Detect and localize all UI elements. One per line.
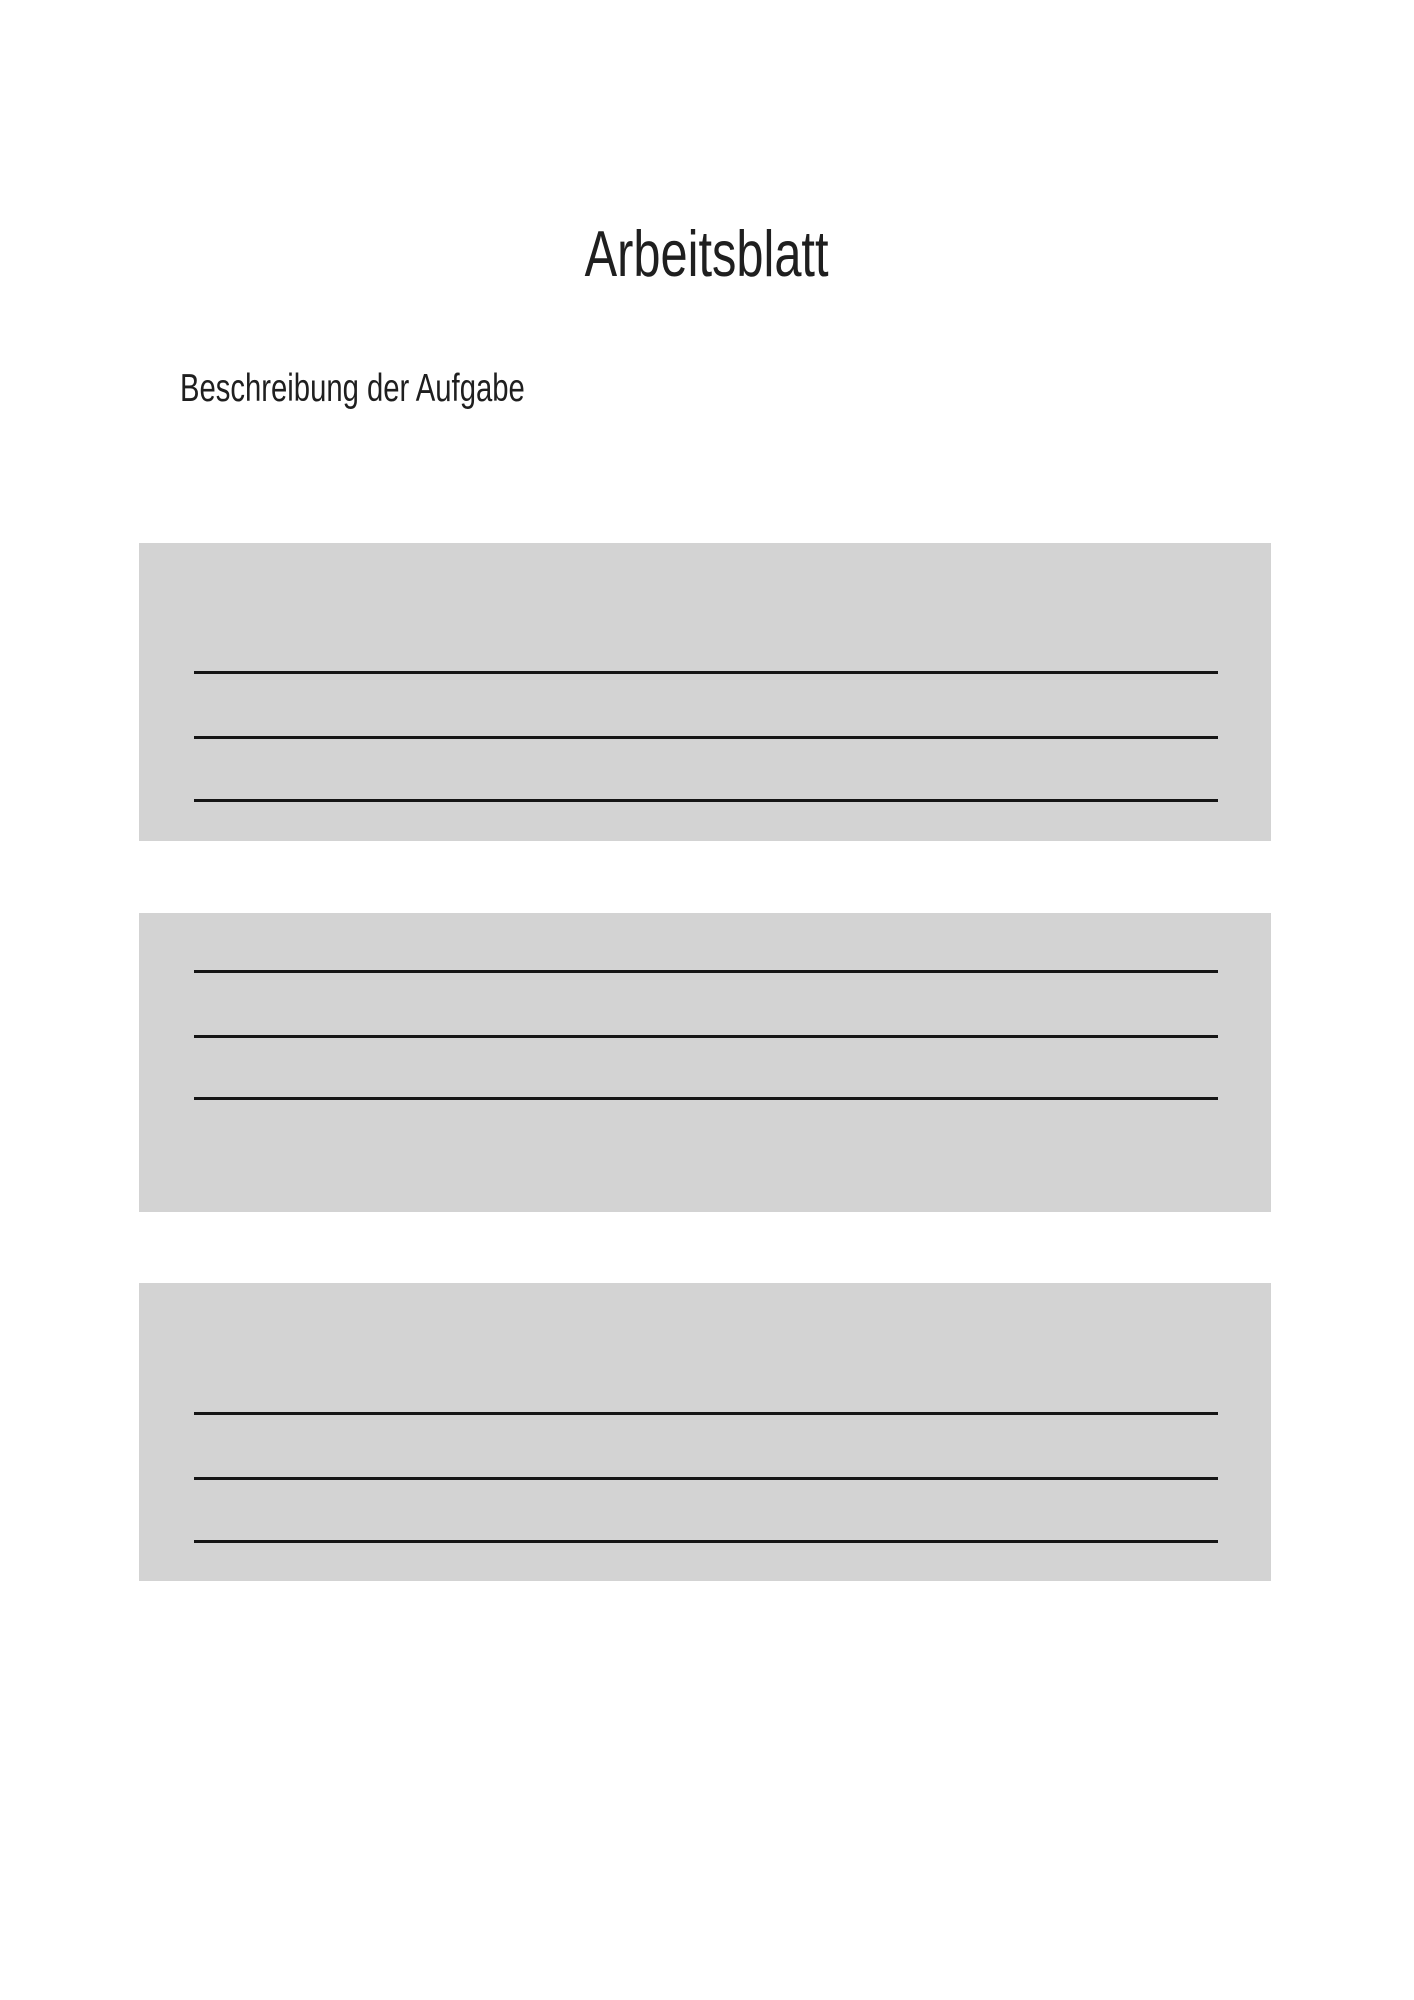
writing-line xyxy=(194,736,1218,739)
page-title-row xyxy=(0,217,1414,290)
task-description-row xyxy=(180,369,640,408)
task-description-label: Beschreibung der Aufgabe xyxy=(180,367,525,410)
answer-box-3 xyxy=(139,1283,1271,1581)
writing-line xyxy=(194,1035,1218,1038)
writing-line xyxy=(194,799,1218,802)
writing-line xyxy=(194,970,1218,973)
writing-line xyxy=(194,1477,1218,1480)
writing-line xyxy=(194,1540,1218,1543)
answer-box-1 xyxy=(139,543,1271,841)
worksheet-title: Arbeitsblatt xyxy=(585,217,829,290)
answer-box-2 xyxy=(139,913,1271,1212)
writing-line xyxy=(194,1412,1218,1415)
writing-line xyxy=(194,671,1218,674)
writing-line xyxy=(194,1097,1218,1100)
